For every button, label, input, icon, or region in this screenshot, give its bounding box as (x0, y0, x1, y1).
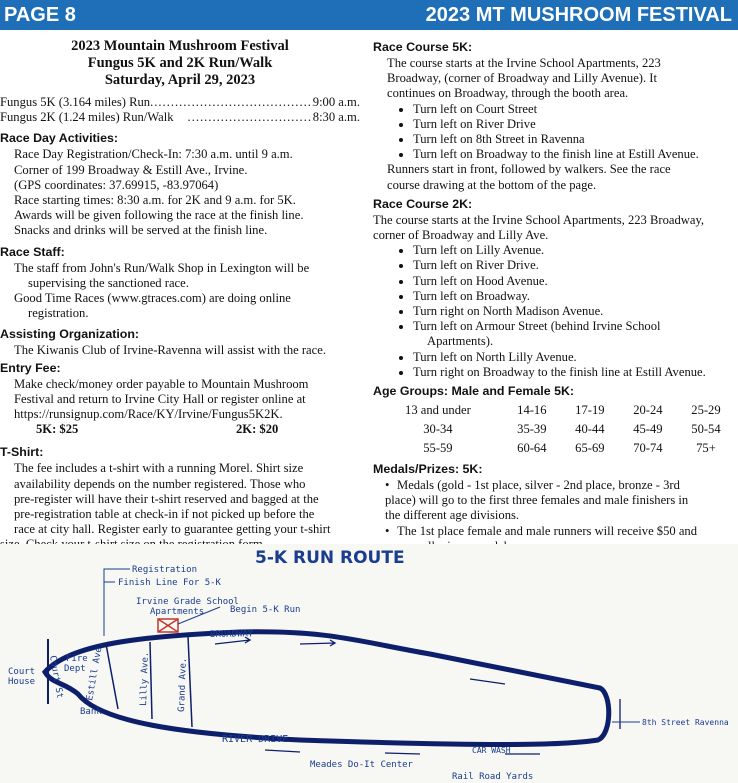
map-finish: Finish Line For 5-K (118, 578, 221, 588)
race-time-2k: Fungus 2K (1.24 miles) Run/Walk ..... 8:30 a.m. (0, 110, 360, 125)
map-river-drive: RIVER DRIVE (222, 734, 289, 745)
fee-2k: 2K: $20 (236, 422, 279, 437)
list-item: • Turn left on Armour Street (behind Irvine School Apartments). (413, 319, 735, 349)
map-school-apartments: Apartments (150, 607, 205, 617)
tshirt-heading: T-Shirt: (0, 445, 44, 460)
run-route-map (0, 544, 738, 783)
entry-heading: Entry Fee: (0, 360, 61, 375)
medals-heading: Medals/Prizes: 5K: (373, 462, 483, 477)
course5k-outro: Runners start in front, followed by walkers. See the race course drawing at the bottom of the page. (387, 162, 671, 192)
list-item: • Turn left on River Drive. (413, 258, 735, 273)
list-item: • The 1st place female and male runners will receive $50 and (397, 524, 735, 554)
table-row: 55-59 60-64 65-69 70-74 75+ (423, 440, 716, 455)
right-column (373, 40, 735, 554)
activities-heading: Race Day Activities: (0, 131, 118, 146)
map-courthouse-2: House (8, 677, 36, 687)
map-fire-dept-2: Dept (64, 664, 86, 674)
course5k-heading: Race Course 5K: (373, 40, 473, 54)
course2k-intro: The course starts at the Irvine School Apartments, 223 Broadway, corner of Broadway and Lilly Ave. (373, 212, 705, 243)
list-item: • Turn left on Court Street (413, 102, 735, 117)
list-item: • Turn left on North Lilly Avenue. (413, 350, 735, 365)
list-item: • Turn left on Lilly Avenue. (413, 243, 735, 258)
list-item: • Turn left on 8th Street in Ravenna (413, 132, 735, 147)
table-row: 30-34 35-39 40-44 45-49 50-54 (423, 421, 721, 436)
map-broadway: BROADWAY (209, 629, 254, 640)
course5k-turns (373, 102, 735, 163)
assisting-heading: Assisting Organization: (0, 327, 140, 342)
festival-banner-title: 2023 MT MUSHROOM FESTIVAL (425, 4, 732, 26)
entry-text: Make check/money order payable to Mountain Mushroom Festival and return to Irvine City Hall or register online at https://runsignup.com/Race/KY/Irvine/Fungus5K2K. (0, 377, 360, 423)
race-time-5k: Fungus 5K (3.164 miles) Run ..... 9:00 a.m. (0, 95, 360, 110)
page-number: PAGE 8 (4, 4, 76, 26)
map-grand: Grand Ave. (177, 657, 189, 713)
map-rail-road: Rail Road Yards (452, 772, 534, 782)
map-registration: Registration (132, 565, 198, 575)
list-item: • Turn left on Broadway. (413, 289, 735, 304)
event-title: 2023 Mountain Mushroom Festival Fungus 5K and 2K Run/Walk Saturday, April 29, 2023 (0, 38, 360, 89)
list-item: • Turn left on Hood Avenue. (413, 274, 735, 289)
list-item: • Turn right on Broadway to the finish line at Estill Avenue. (413, 365, 735, 380)
map-car-wash: CAR WASH (472, 746, 511, 755)
left-column (0, 38, 360, 553)
assisting-text: The Kiwanis Club of Irvine-Ravenna will assist with the race. (14, 343, 326, 358)
list-item: • Turn right on North Madison Avenue. (413, 304, 735, 319)
age-groups-heading: Age Groups: Male and Female 5K: (373, 384, 575, 399)
fee-5k: 5K: $25 (36, 422, 79, 437)
registration-url[interactable]: https://runsignup.com/Race/KY/Irvine/Fungus5K2K. (14, 407, 283, 422)
map-bank: Bank (80, 707, 102, 717)
staff-heading: Race Staff: (0, 244, 65, 259)
event-date: Saturday, April 29, 2023 (104, 72, 256, 88)
map-begin: Begin 5-K Run (230, 605, 301, 615)
page-header (0, 0, 738, 30)
table-row: 13 and under 14-16 17-19 20-24 25-29 (405, 402, 721, 417)
map-fire-dept: Fire (66, 654, 88, 664)
list-item: • Turn left on River Drive (413, 117, 735, 132)
medals-list (373, 478, 735, 554)
map-8th-street: 8th Street Ravenna (642, 718, 729, 727)
map-courthouse: Court (8, 667, 36, 677)
map-lilly: Lilly Ave. (139, 651, 151, 707)
map-title: 5-K RUN ROUTE (255, 548, 405, 568)
activities-list: Race Day Registration/Check-In: 7:30 a.m. until 9 a.m. Corner of 199 Broadway & Estill Ave., Irvine. (GPS coordinates: 37.69915, -83.97064) Race starting times: 8:30 a.m. for 2K and 9 a.m. for 5K. Awards will be given following the race at the finish line. Snacks and drinks will be served at the finish line. (14, 147, 304, 238)
map-court-st: Court St (47, 654, 65, 700)
course2k-turns (373, 243, 735, 380)
age-groups-table (373, 401, 735, 458)
map-meades: Meades Do-It Center (310, 760, 413, 770)
staff-text: The staff from John's Run/Walk Shop in Lexington will be supervising the sanctioned race. Good Time Races (www.gtraces.com) are doing online registration. (14, 260, 310, 321)
map-estill: Estill Ave. (85, 641, 106, 702)
entry-fees (0, 422, 360, 437)
course2k-heading: Race Course 2K: (373, 196, 473, 211)
list-item: • Medals (gold - 1st place, silver - 2nd place, bronze - 3rd place) will go to the first three females and male finishers in the different age divisions. (397, 478, 735, 524)
map-school: Irvine Grade School (136, 597, 239, 607)
course5k-intro: The course starts at the Irvine School Apartments, 223 Broadway, (corner of Broadway and Lilly Avenue). It continues on Broadway, through the booth area. (387, 56, 661, 101)
tshirt-text: The fee includes a t-shirt with a running Morel. Shirt size availability depends on the number registered. Those who pre-register will have their t-shirt reserved and bagged at the pre-registration table at check-in if not picked up before the race at city hall. Register early to guarantee getting your t-shirt (14, 461, 331, 537)
list-item: • Turn left on Broadway to the finish line at Estill Avenue. (413, 147, 735, 162)
